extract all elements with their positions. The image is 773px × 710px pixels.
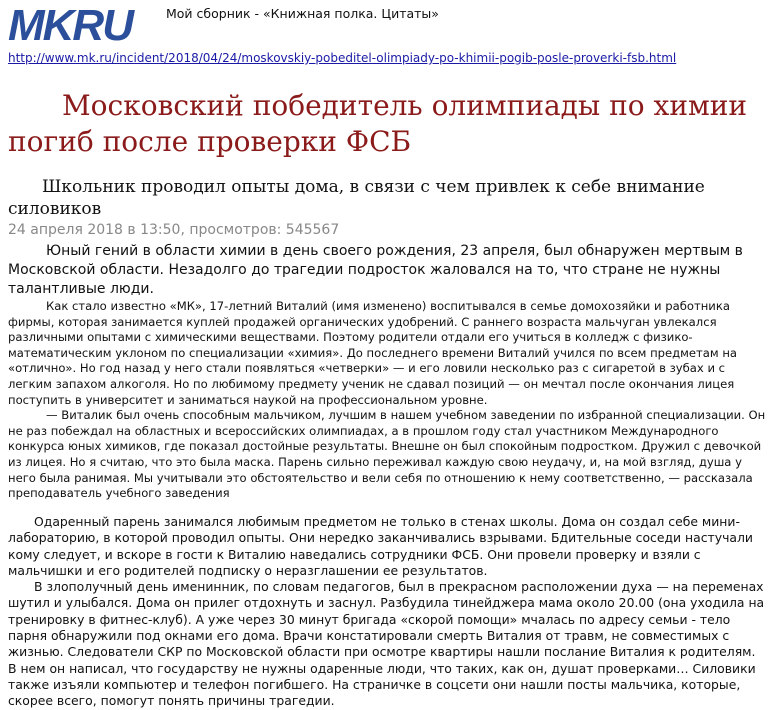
- paragraph: Одаренный парень занимался любимым предметом не только в стенах школы. Дома он создал себе мини-лабораторию, в которой проводил опыты. Они нередко заканчивались взрывами. Бдительные соседи настучали кому следует, и вскоре в гости к Виталию наведались сотрудники ФСБ. Они провели проверку и взяли с мальчишки и его родителей подписку о неразглашении ее результатов.: [8, 514, 753, 578]
- mk-logo[interactable]: MKRU: [8, 1, 132, 50]
- article-meta: 24 апреля 2018 в 13:50, просмотров: 545567: [8, 222, 340, 238]
- article-body-small: [8, 299, 766, 502]
- paragraph: — Виталик был очень способным мальчиком, лучшим в нашем учебном заведении по избранной специализации. Он не раз побеждал на областных и всероссийских олимпиадах, а в прошлом году стал участником Международного конкурса юных химиков, где показал достойные результаты. Внешне он был спокойным подростком. Дружил с девочкой из лицея. Но я считаю, что это была маска. Парень сильно переживал каждую свою неудачу, и, на мой взгляд, душа у него была ранимая. Мы учитывали это обстоятельство и вели себя по отношению к нему соответственно, — рассказала преподаватель учебного заведения: [8, 408, 766, 501]
- paragraph: В злополучный день именинник, по словам педагогов, был в прекрасном расположении духа — на переменах шутил и улыбался. Дома он прилег отдохнуть и заснул. Разбудила тинейджера мама около 20.00 (она уходила на тренировку в фитнес-клуб). А уже через 30 минут бригада «скорой помощи» мчалась по адресу семьи - тело парня обнаружили под окнами его дома. Врачи констатировали смерть Виталия от травм, не совместимых с жизнью. Следователи СКР по Московской области при осмотре квартиры нашли послание Виталия к родителям. В нем он написал, что государству не нужны одаренные люди, что таких, как он, душат проверками… Силовики также изъяли компьютер и телефон погибшего. На страничке в соцсети они нашли посты мальчика, которые, скорее всего, помогут понять причины трагедии.: [8, 579, 765, 709]
- article-url-link[interactable]: http://www.mk.ru/incident/2018/04/24/moskovskiy-pobeditel-olimpiady-po-khimii-pogib-posle-proverki-fsb.html: [8, 51, 677, 65]
- article-subtitle: Школьник проводил опыты дома, в связи с чем привлек к себе внимание силовиков: [8, 177, 705, 219]
- article-lead: Юный гений в области химии в день своего рождения, 23 апреля, был обнаружен мертвым в Московской области. Незадолго до трагедии подросток жаловался на то, что стране не нужны талантливые люди.: [8, 243, 743, 297]
- article-title: Московский победитель олимпиады по химии погиб после проверки ФСБ: [8, 89, 748, 158]
- paragraph: Как стало известно «МК», 17-летний Виталий (имя изменено) воспитывался в семье домохозяйки и работника фирмы, которая занимается куплей продажей органических удобрений. С раннего возраста мальчуган увлекался различными опытами с химическими веществами. Поэтому родители отдали его учиться в колледж с физико-математическим уклоном по специализации «химия». До последнего времени Виталий учился по всем предметам на «отлично». Но год назад у него стали появляться «четверки» — и его ловили несколько раз с сигаретой в зубах и с легким запахом алкоголя. Но по любимому предмету ученик не сдавал позиций — он мечтал после окончания лицея поступить в университет и заниматься наукой на профессиональном уровне.: [8, 299, 738, 407]
- collection-label: Мой сборник - «Книжная полка. Цитаты»: [166, 6, 439, 21]
- article-body-large: [8, 514, 766, 710]
